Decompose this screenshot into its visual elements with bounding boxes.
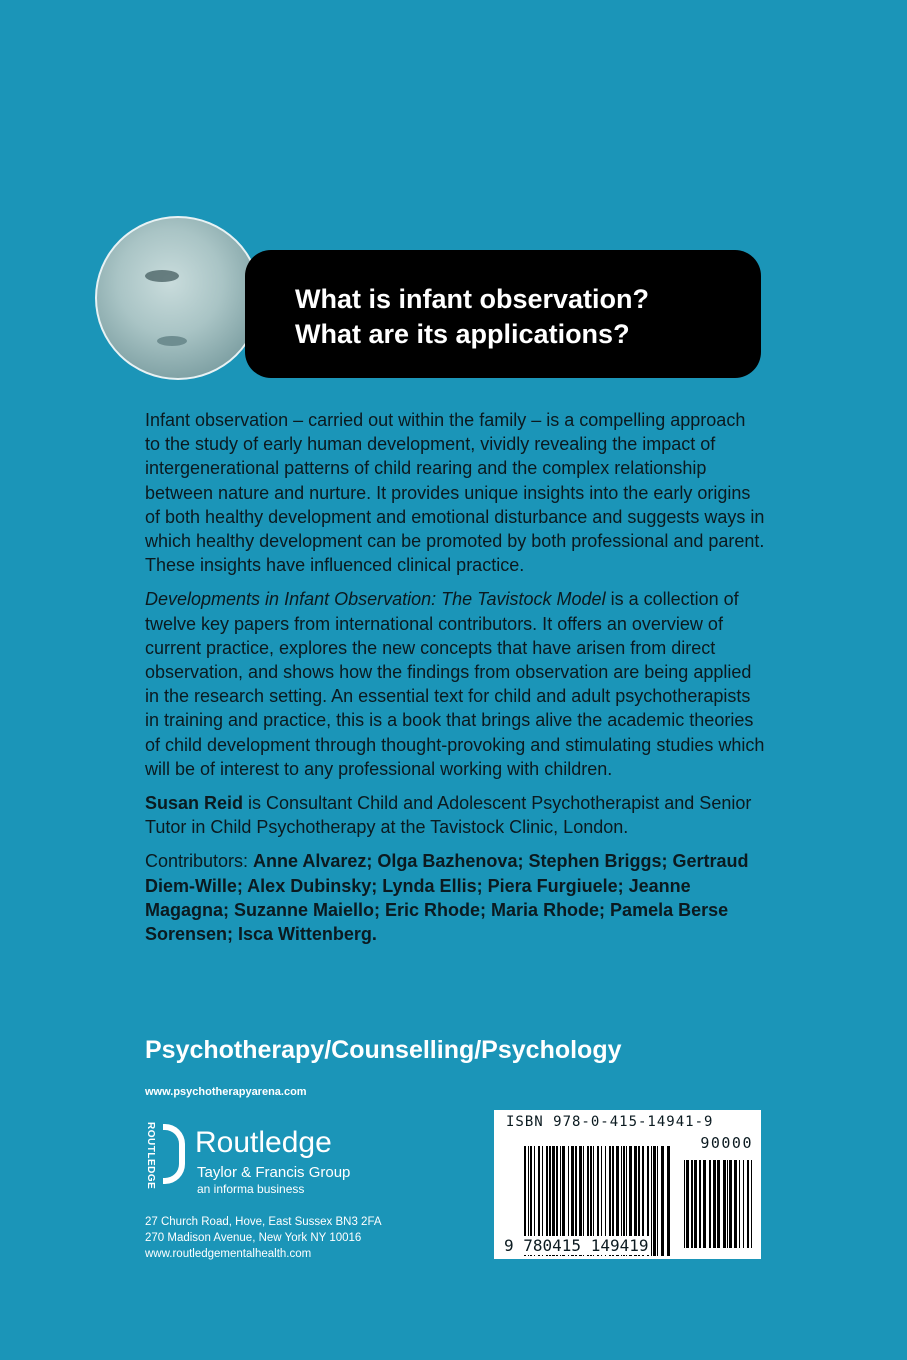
barcode-bar xyxy=(727,1160,728,1248)
publisher-group: Taylor & Francis Group xyxy=(197,1164,351,1181)
author-name: Susan Reid xyxy=(145,793,244,814)
author-bio-text: is Consultant Child and Adolescent Psychotherapist and Senior Tutor in Child Psychotherapy at the Tavistock Clinic, London. xyxy=(145,793,752,838)
barcode-bar xyxy=(661,1146,664,1256)
ean-digits: 9 780415 149419 xyxy=(504,1236,649,1255)
barcode-bar xyxy=(751,1160,752,1248)
barcode-bar xyxy=(723,1160,726,1248)
address-line: 27 Church Road, Hove, East Sussex BN3 2FA xyxy=(145,1216,382,1228)
address-line: 270 Madison Avenue, New York NY 10016 xyxy=(145,1232,362,1244)
infant-eye xyxy=(145,270,179,282)
blurb-paragraph-2 xyxy=(145,587,765,781)
question-line-2: What are its applications? xyxy=(295,319,630,349)
barcode-bar xyxy=(717,1160,720,1248)
barcode-bar xyxy=(709,1160,711,1248)
blurb-paragraph-2-text: is a collection of twelve key papers from international contributors. It offers an overview of current practice, explores the new concepts that have arisen from direct observation, and shows how the findings from observation are being applied in the research setting. An essential text for child and adult psychotherapists in training and practice, this is a book that brings alive the academic theories of child development through thought-provoking and stimulating studies which will be of interest to any professional working with children. xyxy=(145,589,765,779)
infant-photo xyxy=(95,216,261,380)
series-url: www.psychotherapyarena.com xyxy=(145,1086,307,1098)
contributors-label: Contributors: xyxy=(145,851,254,872)
barcode-bar xyxy=(703,1160,706,1248)
barcode-bar xyxy=(734,1160,737,1248)
category-heading: Psychotherapy/Counselling/Psychology xyxy=(145,1036,622,1064)
barcode-bar xyxy=(667,1146,670,1256)
barcode-bar xyxy=(743,1160,744,1248)
isbn-text: ISBN 978-0-415-14941-9 xyxy=(506,1114,714,1130)
barcode-bar xyxy=(747,1160,749,1248)
barcode-bar xyxy=(651,1146,652,1256)
barcode-bar xyxy=(739,1160,740,1248)
blurb-paragraph-1: Infant observation – carried out within the family – is a compelling approach to the study of early human development, vividly revealing the impact of intergenerational patterns of child rearing and the complex relationship between nature and nurture. It provides unique insights into the early origins of both healthy development and emotional disturbance and suggests ways in which healthy development can be promoted by both professional and parent. These insights have influenced clinical practice. xyxy=(145,410,765,576)
barcode-bar xyxy=(699,1160,701,1248)
publisher-url: www.routledgementalhealth.com xyxy=(145,1248,312,1260)
infant-mouth xyxy=(157,336,187,346)
routledge-r-icon xyxy=(163,1124,185,1184)
author-bio xyxy=(145,791,765,839)
barcode-bar xyxy=(686,1160,689,1248)
barcode-bar xyxy=(653,1146,656,1256)
contributors-list: Anne Alvarez; Olga Bazhenova; Stephen Briggs; Gertraud Diem-Wille; Alex Dubinsky; Lynda Ellis; Piera Furgiuele; Jeanne Magagna; Suzanne Maiello; Eric Rhode; Maria Rhode; Pamela Berse Sorensen; Isca Wittenberg. xyxy=(145,851,749,945)
publisher-name: Routledge xyxy=(195,1126,332,1159)
barcode-bar xyxy=(684,1160,685,1248)
logo-vertical-text: ROUTLEDGE xyxy=(145,1122,156,1190)
barcode-bar xyxy=(713,1160,716,1248)
barcode-bar xyxy=(694,1160,697,1248)
contributors xyxy=(145,849,765,946)
barcode-bar xyxy=(729,1160,732,1248)
barcode-bar xyxy=(657,1146,658,1256)
publisher-tagline: an informa business xyxy=(197,1182,305,1196)
blurb xyxy=(145,408,765,956)
barcode-bar xyxy=(691,1160,693,1248)
question-box xyxy=(245,250,761,378)
barcode xyxy=(494,1110,761,1259)
book-title: Developments in Infant Observation: The Tavistock Model xyxy=(145,589,606,610)
publisher-address xyxy=(145,1214,382,1262)
barcode-addon: 90000 xyxy=(700,1134,753,1152)
question-line-1: What is infant observation? xyxy=(295,284,650,314)
